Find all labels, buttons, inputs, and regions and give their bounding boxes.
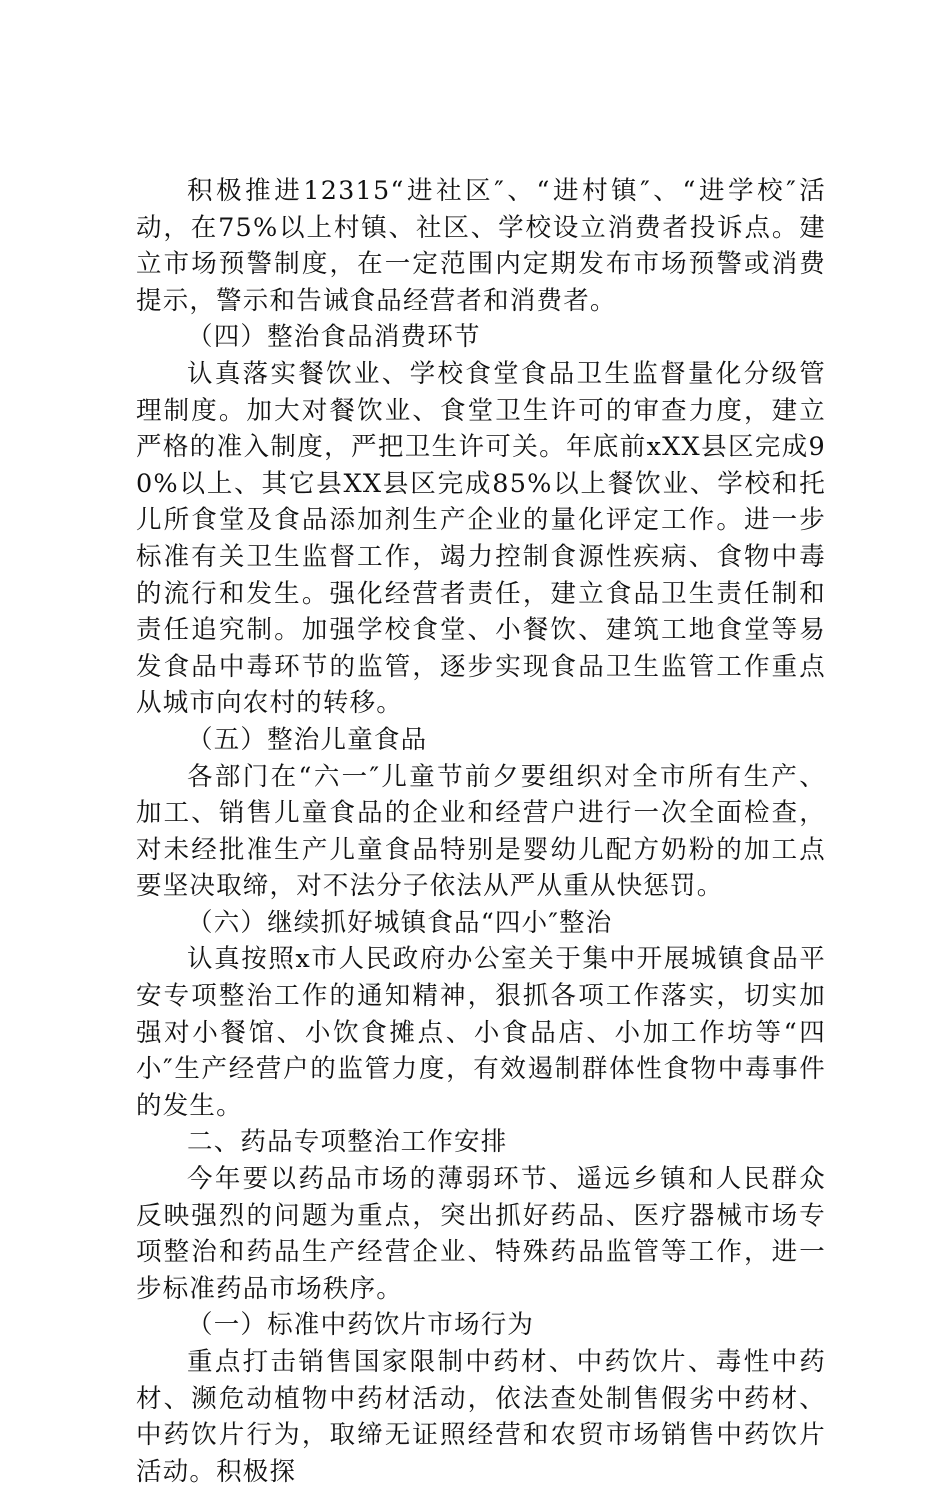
heading-section-4: （四）整治食品消费环节 (187, 322, 481, 353)
paragraph-children-food: 各部门在“六一″儿童节前夕要组织对全市所有生产、加工、销售儿童食品的企业和经营户进行一次全面检查，对未经批准生产儿童食品特别是婴幼儿配方奶粉的加工点要坚决取缔，对不法分子依法从严从重从快惩罚。 (136, 761, 826, 902)
document-body (136, 173, 826, 1490)
paragraph-catering-supervision: 认真落实餐饮业、学校食堂食品卫生监督量化分级管理制度。加大对餐饮业、食堂卫生许可的审查力度，建立严格的准入制度，严把卫生许可关。年底前xXX县区完成90%以上、其它县XX县区完成85%以上餐饮业、学校和托儿所食堂及食品添加剂生产企业的量化评定工作。进一步标准有关卫生监督工作，竭力控制食源性疾病、食物中毒的流行和发生。强化经营者责任，建立食品卫生责任制和责任追究制。加强学校食堂、小餐饮、建筑工地食堂等易发食品中毒环节的监管，逐步实现食品卫生监管工作重点从城市向农村的转移。 (136, 358, 826, 719)
heading-section-5: （五）整治儿童食品 (187, 724, 428, 755)
paragraph-consumer-complaints: 积极推进12315“进社区″、“进村镇″、“进学校″活动，在75%以上村镇、社区、学校设立消费者投诉点。建立市场预警制度，在一定范围内定期发布市场预警或消费提示，警示和告诫食品经营者和消费者。 (136, 176, 826, 316)
heading-section-6: （六）继续抓好城镇食品“四小″整治 (187, 907, 613, 938)
heading-drug-section-1: （一）标准中药饮片市场行为 (187, 1310, 535, 1341)
paragraph-drug-market: 今年要以药品市场的薄弱环节、遥远乡镇和人民群众反映强烈的问题为重点，突出抓好药品、医疗器械市场专项整治和药品生产经营企业、特殊药品监管等工作，进一步标准药品市场秩序。 (136, 1164, 826, 1304)
heading-drug-rectification: 二、药品专项整治工作安排 (187, 1127, 508, 1158)
paragraph-herbal-pieces: 重点打击销售国家限制中药材、中药饮片、毒性中药材、濒危动植物中药材活动，依法查处制售假劣中药材、中药饮片行为，取缔无证照经营和农贸市场销售中药饮片活动。积极探 (136, 1347, 826, 1487)
paragraph-four-small: 认真按照x市人民政府办公室关于集中开展城镇食品平安专项整治工作的通知精神，狠抓各项工作落实，切实加强对小餐馆、小饮食摊点、小食品店、小加工作坊等“四小″生产经营户的监管力度，有效遏制群体性食物中毒事件的发生。 (136, 944, 826, 1121)
